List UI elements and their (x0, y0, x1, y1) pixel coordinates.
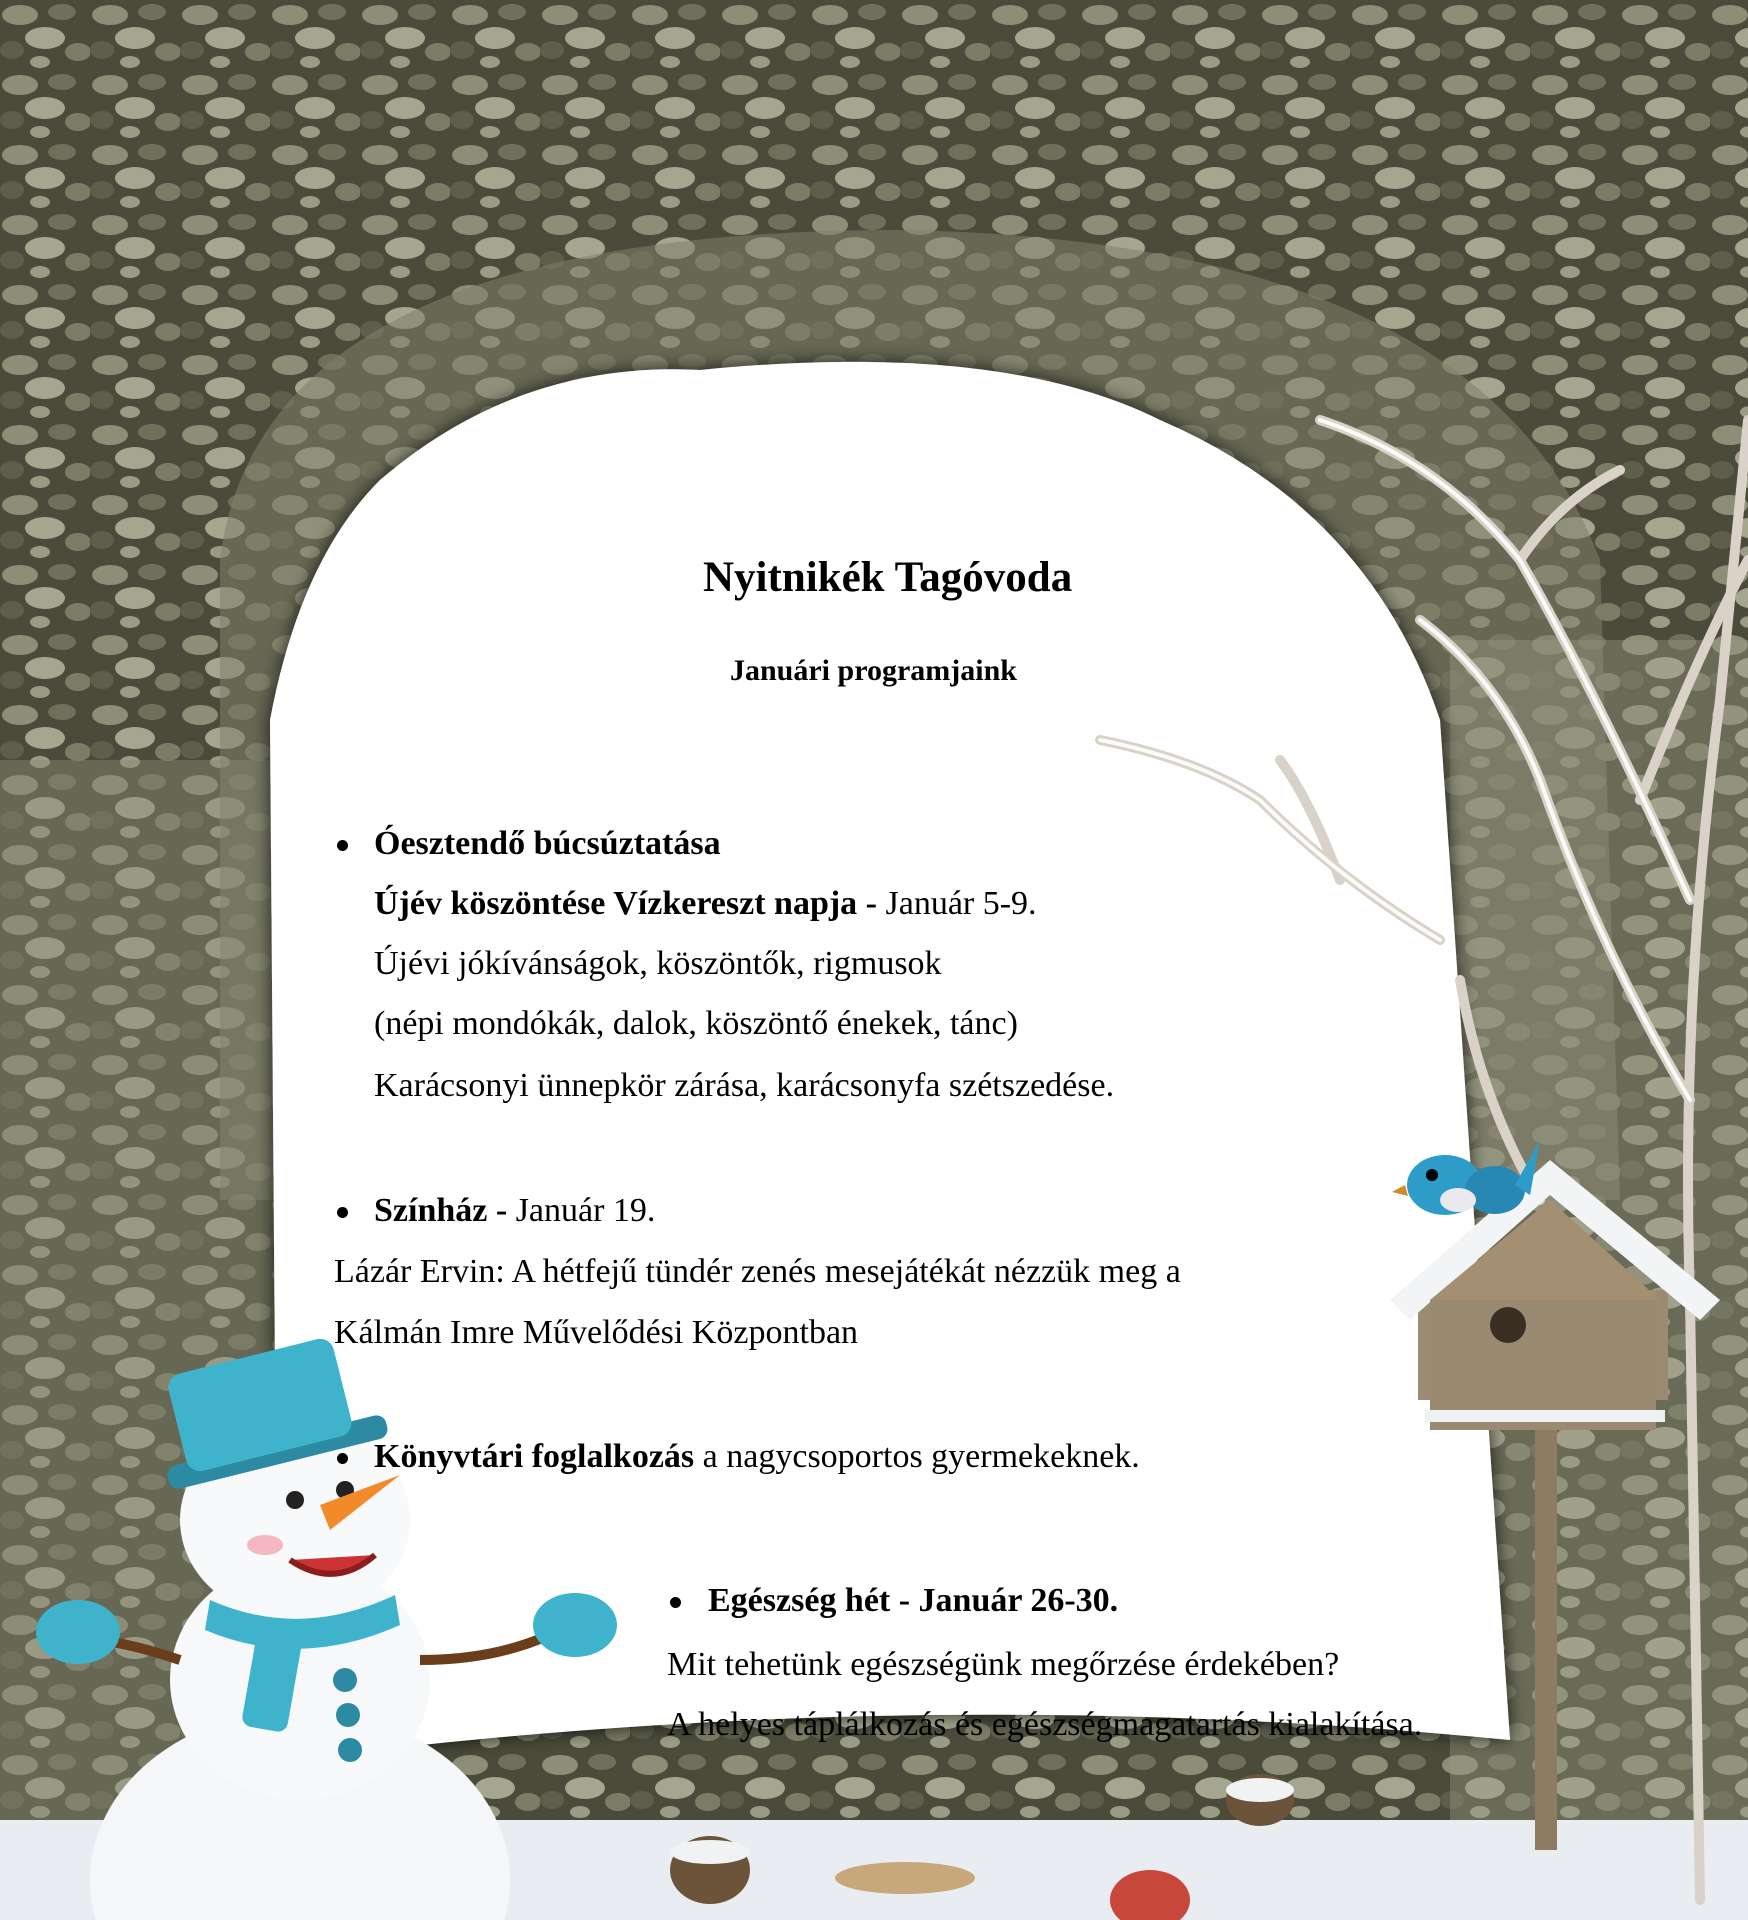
program-4-heading: Egészség hét - Január 26-30. (708, 1582, 1119, 1619)
program-1-line-2-bold: Újév köszöntése Vízkereszt napja - (374, 885, 877, 922)
program-1-line-5: Karácsonyi ünnepkör zárása, karácsonyfa szétszedése. (374, 1067, 1115, 1104)
program-4-line-2: Mit tehetünk egészségünk megőrzése érdekében? (667, 1646, 1340, 1683)
program-3-heading-bold: Könyvtári foglalkozás (374, 1438, 695, 1475)
program-3-heading-rest: a nagycsoportos gyermekeknek. (694, 1438, 1140, 1475)
program-1-line-2-date: Január 5-9. (877, 885, 1037, 922)
bullet (337, 840, 348, 851)
page-title: Nyitnikék Tagóvoda (703, 554, 1073, 601)
program-2-heading-bold: Színház - (374, 1192, 508, 1229)
program-2-heading (374, 1191, 655, 1231)
program-1-line-4: (népi mondókák, dalok, köszöntő énekek, tánc) (374, 1005, 1018, 1042)
program-2-line-3: Kálmán Imre Művelődési Központban (334, 1314, 859, 1351)
program-4-line-3: A helyes táplálkozás és egészségmagatartás kialakítása. (667, 1706, 1423, 1743)
program-2-line-2: Lázár Ervin: A hétfejű tündér zenés mesejátékát nézzük meg a (334, 1253, 1181, 1290)
program-3-heading (374, 1437, 1140, 1477)
program-1-line-2 (374, 884, 1037, 924)
program-1-heading: Óesztendő búcsúztatása (374, 825, 721, 862)
bullet (670, 1597, 681, 1608)
program-1-line-3: Újévi jókívánságok, köszöntők, rigmusok (374, 945, 942, 982)
bullet (337, 1207, 348, 1218)
page-subtitle: Januári programjaink (730, 654, 1017, 687)
program-2-heading-date: Január 19. (507, 1192, 656, 1229)
bullet (337, 1453, 348, 1464)
